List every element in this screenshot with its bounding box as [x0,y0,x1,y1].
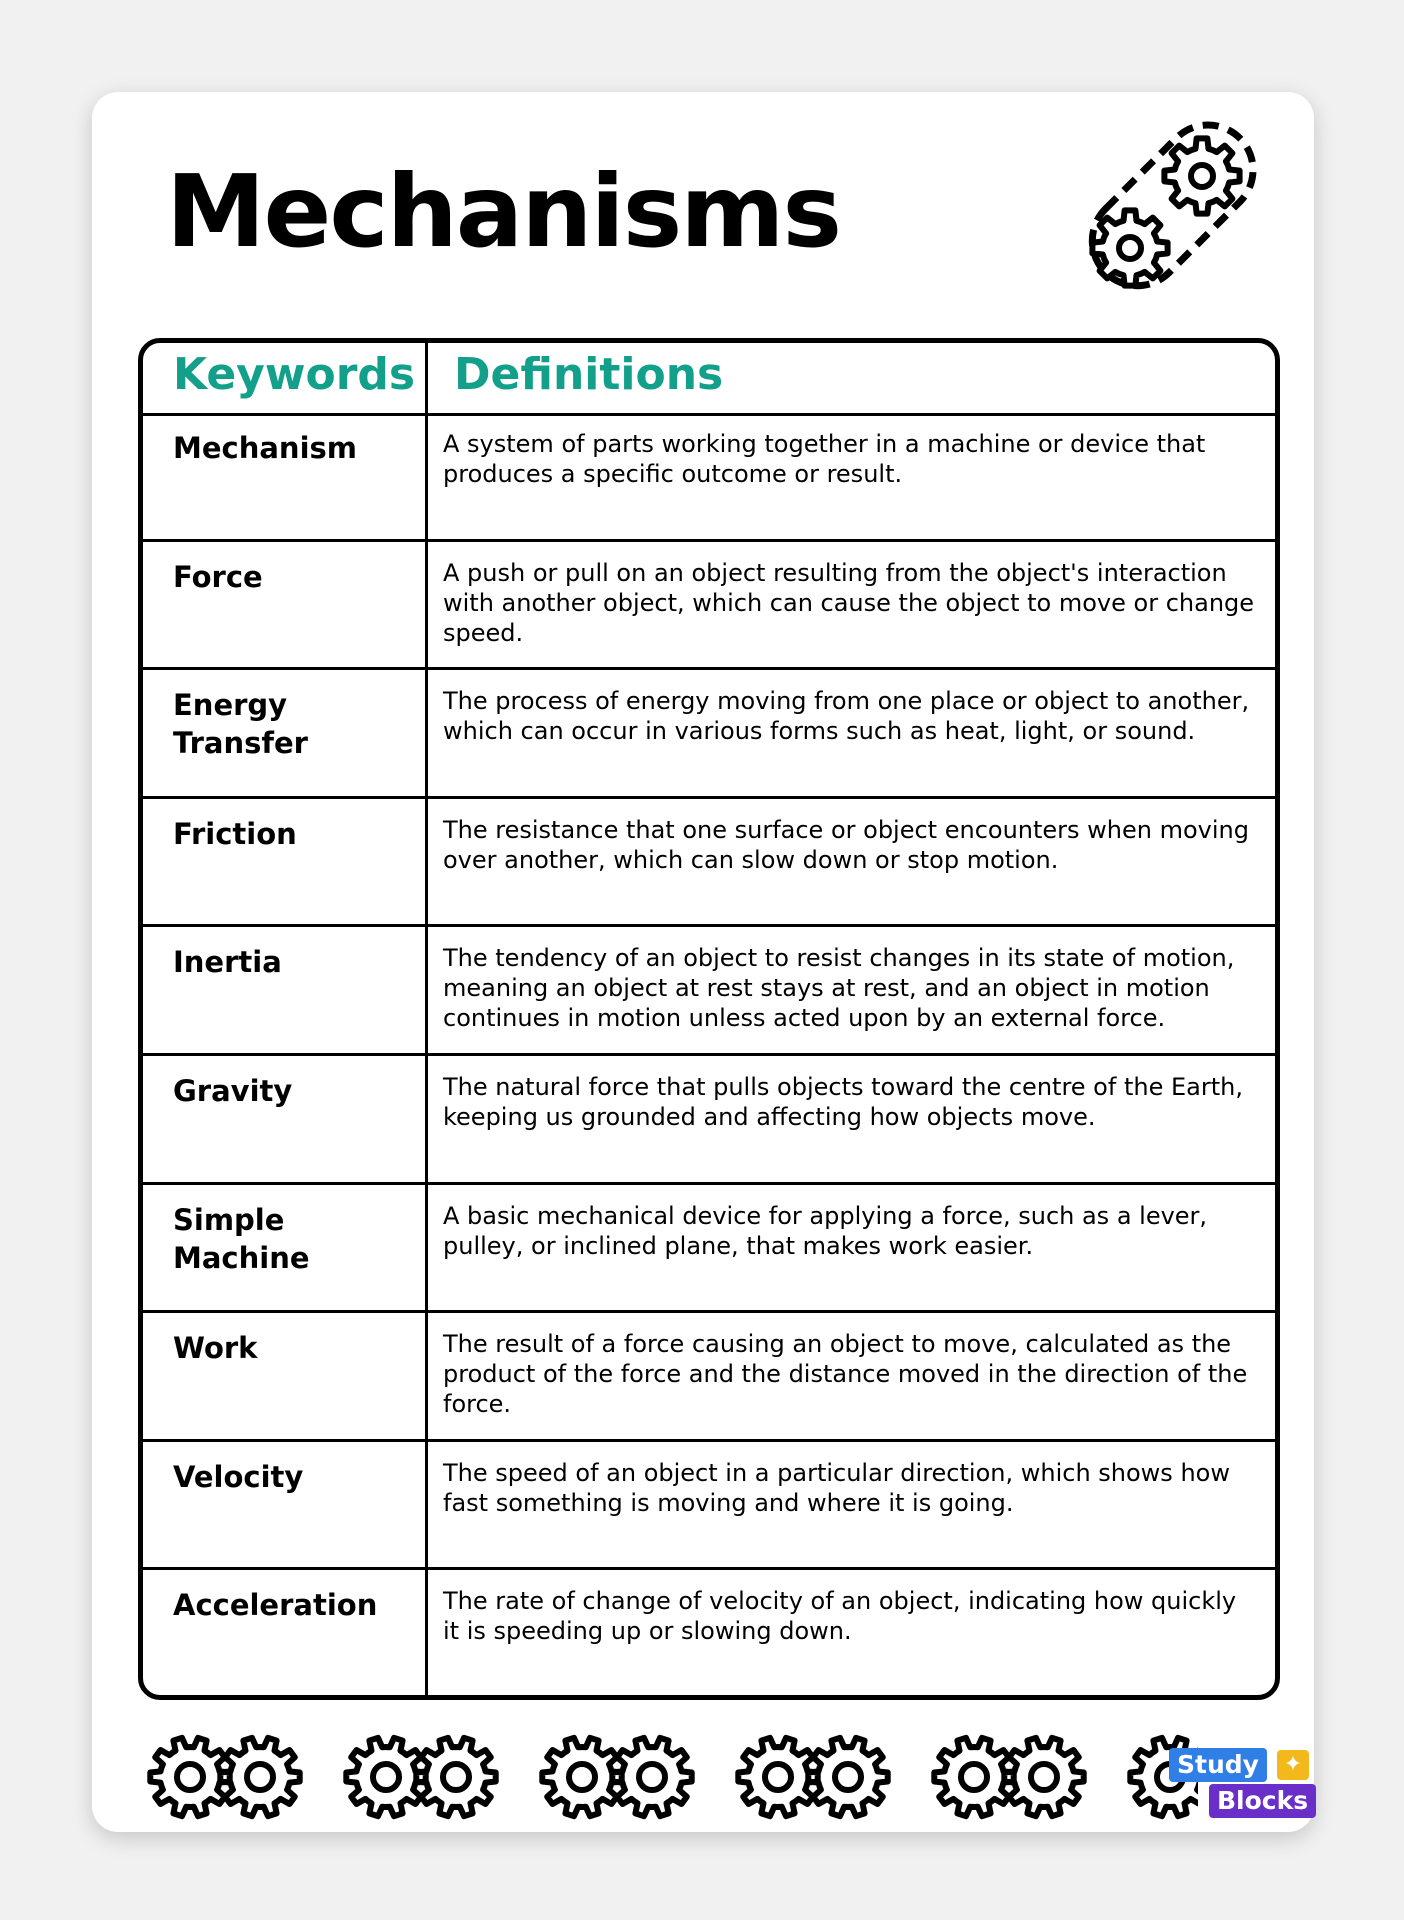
gear-icon [1092,210,1167,285]
table-row [143,1056,1275,1185]
table-row [143,799,1275,928]
keyword-term: Gravity [173,1074,293,1108]
table-header [143,343,1275,416]
keywords-table [138,338,1280,1700]
keyword-definition: A system of parts working together in a machine or device that produces a specific outcome or result. [443,430,1206,488]
gear-hole-icon [443,1764,469,1790]
keyword-term: Velocity [173,1459,304,1494]
keyword-definition: A basic mechanical device for applying a force, such as a lever, pulley, or inclined plane, that makes work easier. [443,1201,1208,1260]
gear-hole-icon [177,1764,203,1790]
table-row [143,1570,1275,1699]
gear-hole-icon [639,1764,665,1790]
gear-hole-icon [1119,237,1141,259]
table-row [143,413,1275,542]
table-row [143,1442,1275,1571]
keyword-term: Inertia [173,945,282,980]
gears-chain-icon [1062,106,1272,316]
keyword-definition: A push or pull on an object resulting from the object's interaction with another object, which can cause the object to move or change speed. [443,558,1255,647]
keyword-definition: The speed of an object in a particular direction, which shows how fast something is moving and where it is going. [443,1458,1230,1517]
gear-hole-icon [247,1764,273,1790]
keyword-term: Simple Machine [173,1202,310,1275]
keyword-term: Mechanism [173,431,357,465]
logo-study-label: Study [1169,1748,1267,1782]
keyword-term: Friction [173,816,297,851]
table-row [143,1185,1275,1314]
table-row [143,670,1275,799]
study-blocks-logo [1169,1748,1314,1820]
gear-hole-icon [765,1764,791,1790]
keyword-definition: The rate of change of velocity of an object, indicating how quickly it is speeding up or slowing down. [443,1587,1237,1646]
keyword-definition: The natural force that pulls objects toward the centre of the Earth, keeping us grounded and affecting how objects move. [443,1073,1243,1131]
logo-blocks-label: Blocks [1209,1784,1316,1818]
keyword-term: Energy Transfer [173,688,308,761]
keyword-definition: The process of energy moving from one place or object to another, which can occur in various forms such as heat, light, or sound. [443,687,1250,746]
footer-gears-decoration [138,1722,1198,1832]
definitions-header: Definitions [454,349,724,400]
table-row [143,1313,1275,1442]
table-row [143,542,1275,671]
gear-icon [1164,138,1239,213]
keyword-term: Work [173,1331,258,1366]
worksheet-card [92,92,1314,1832]
gear-hole-icon [835,1764,861,1790]
sparkle-icon: ✦ [1277,1750,1309,1780]
gear-hole-icon [961,1764,987,1790]
table-row [143,927,1275,1056]
gear-hole-icon [373,1764,399,1790]
page-title: Mechanisms [166,153,840,270]
gear-hole-icon [1191,165,1213,187]
keyword-definition: The tendency of an object to resist changes in its state of motion, meaning an object at rest stays at rest, and an object in motion continues in motion unless acted upon by an external force. [443,944,1235,1033]
keyword-definition: The result of a force causing an object to move, calculated as the product of the force and the distance moved in the direction of the force. [443,1330,1248,1419]
keyword-term: Acceleration [173,1588,378,1623]
gear-hole-icon [1031,1764,1057,1790]
keyword-term: Force [173,559,263,594]
keyword-definition: The resistance that one surface or object encounters when moving over another, which can slow down or stop motion. [443,815,1249,874]
gear-hole-icon [569,1764,595,1790]
keywords-header: Keywords [173,349,416,400]
